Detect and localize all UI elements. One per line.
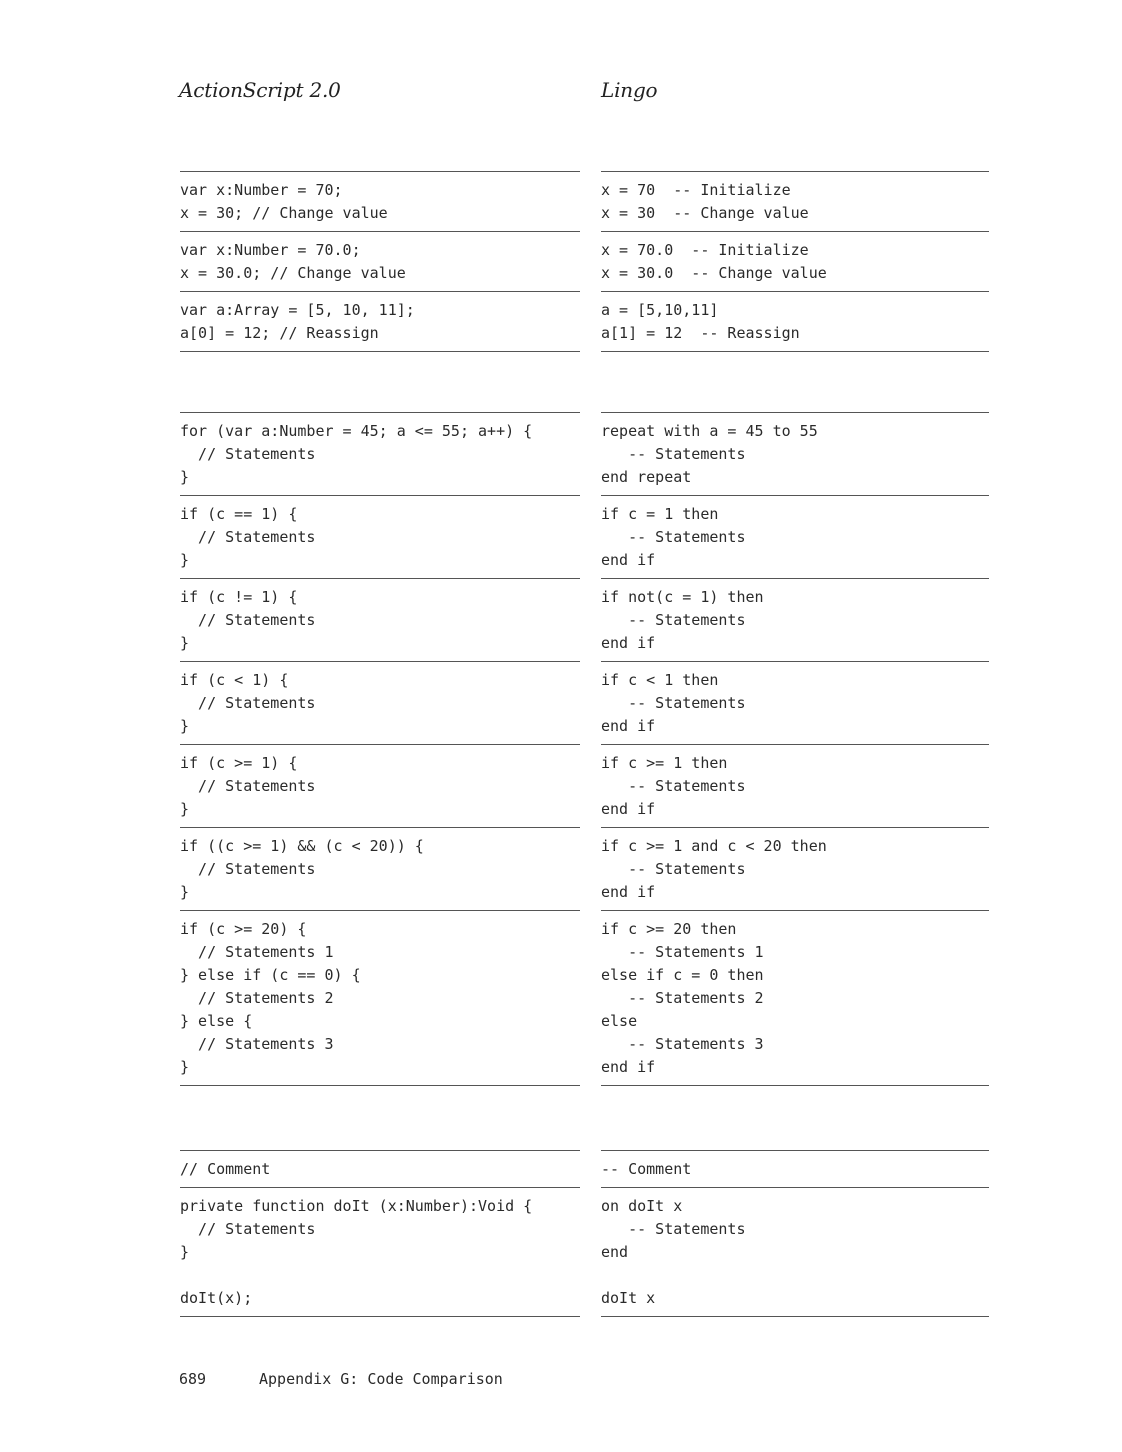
lingo-code-cell	[601, 661, 989, 744]
actionscript-code-cell	[180, 661, 580, 744]
lingo-code-cell	[601, 412, 989, 495]
lingo-code-cell	[601, 1187, 989, 1317]
actionscript-code-cell	[180, 171, 580, 231]
code-line: if (c != 1) {	[180, 588, 298, 606]
code-line: // Statements 3	[180, 1035, 334, 1053]
code-line: -- Statements 1	[601, 943, 764, 961]
code-line: else if c = 0 then	[601, 966, 764, 984]
code-line: // Comment	[180, 1160, 271, 1178]
lingo-code-cell	[601, 171, 989, 231]
code-line: end if	[601, 634, 656, 652]
code-line: -- Statements 2	[601, 989, 764, 1007]
actionscript-code-cell	[180, 412, 580, 495]
code-line: if ((c >= 1) && (c < 20)) {	[180, 837, 424, 855]
code-line: else	[601, 1012, 638, 1030]
footer-title: Appendix G: Code Comparison	[259, 1370, 503, 1388]
code-line: if c = 1 then	[601, 505, 719, 523]
code-line: end if	[601, 883, 656, 901]
code-line: // Statements	[180, 860, 316, 878]
code-line: if (c == 1) {	[180, 505, 298, 523]
code-line: -- Statements	[601, 528, 746, 546]
code-line: }	[180, 468, 190, 486]
lingo-code-cell	[601, 231, 989, 291]
code-line: -- Statements 3	[601, 1035, 764, 1053]
code-line: -- Statements	[601, 860, 746, 878]
code-line: end repeat	[601, 468, 692, 486]
code-line: end if	[601, 717, 656, 735]
code-line: // Statements	[180, 445, 316, 463]
heading-lingo: Lingo	[601, 78, 658, 102]
code-line: // Statements 2	[180, 989, 334, 1007]
actionscript-code-cell	[180, 291, 580, 352]
actionscript-column	[180, 1150, 580, 1317]
code-line: var x:Number = 70.0;	[180, 241, 361, 259]
actionscript-column	[180, 412, 580, 1086]
code-line: if (c >= 1) {	[180, 754, 298, 772]
code-line: }	[180, 883, 190, 901]
code-line: // Statements	[180, 528, 316, 546]
code-line: x = 30; // Change value	[180, 204, 388, 222]
code-line: x = 70.0 -- Initialize	[601, 241, 809, 259]
code-line: }	[180, 634, 190, 652]
code-line: for (var a:Number = 45; a <= 55; a++) {	[180, 422, 533, 440]
actionscript-code-cell	[180, 744, 580, 827]
actionscript-column	[180, 171, 580, 352]
lingo-code-cell	[601, 910, 989, 1086]
lingo-code-cell	[601, 827, 989, 910]
code-line: doIt(x);	[180, 1289, 253, 1307]
code-line: -- Statements	[601, 611, 746, 629]
code-line: -- Statements	[601, 445, 746, 463]
page-footer	[179, 1370, 503, 1388]
actionscript-code-cell	[180, 231, 580, 291]
code-line: end	[601, 1243, 629, 1261]
lingo-column	[601, 171, 989, 352]
lingo-code-cell	[601, 495, 989, 578]
code-line: if c >= 1 then	[601, 754, 728, 772]
code-line: if c >= 20 then	[601, 920, 737, 938]
code-line: a[0] = 12; // Reassign	[180, 324, 379, 342]
code-line: x = 30 -- Change value	[601, 204, 809, 222]
code-line: doIt x	[601, 1289, 656, 1307]
code-line: if (c < 1) {	[180, 671, 289, 689]
code-line: var a:Array = [5, 10, 11];	[180, 301, 415, 319]
code-line: // Statements	[180, 777, 316, 795]
code-line	[601, 1264, 989, 1287]
code-line: }	[180, 800, 190, 818]
actionscript-code-cell	[180, 827, 580, 910]
actionscript-code-cell	[180, 495, 580, 578]
lingo-column	[601, 1150, 989, 1317]
code-line: // Statements	[180, 611, 316, 629]
code-line: end if	[601, 800, 656, 818]
actionscript-code-cell	[180, 1187, 580, 1317]
code-line: end if	[601, 551, 656, 569]
lingo-code-cell	[601, 744, 989, 827]
code-line: private function doIt (x:Number):Void {	[180, 1197, 533, 1215]
code-line	[180, 1264, 580, 1287]
code-line: if not(c = 1) then	[601, 588, 764, 606]
actionscript-code-cell	[180, 910, 580, 1086]
code-line: x = 70 -- Initialize	[601, 181, 791, 199]
code-line: a = [5,10,11]	[601, 301, 719, 319]
code-line: a[1] = 12 -- Reassign	[601, 324, 800, 342]
code-line: x = 30.0 -- Change value	[601, 264, 827, 282]
code-line: if c < 1 then	[601, 671, 719, 689]
code-line: -- Statements	[601, 694, 746, 712]
lingo-code-cell	[601, 291, 989, 352]
actionscript-code-cell	[180, 1150, 580, 1187]
code-line: x = 30.0; // Change value	[180, 264, 406, 282]
code-line: // Statements 1	[180, 943, 334, 961]
code-line: -- Statements	[601, 777, 746, 795]
code-line: } else {	[180, 1012, 253, 1030]
code-line: }	[180, 551, 190, 569]
actionscript-code-cell	[180, 578, 580, 661]
code-line: var x:Number = 70;	[180, 181, 343, 199]
code-line: // Statements	[180, 694, 316, 712]
lingo-code-cell	[601, 1150, 989, 1187]
code-line: }	[180, 1058, 190, 1076]
code-line: // Statements	[180, 1220, 316, 1238]
code-line: } else if (c == 0) {	[180, 966, 361, 984]
code-line: }	[180, 1243, 190, 1261]
code-line: }	[180, 717, 190, 735]
code-line: if (c >= 20) {	[180, 920, 307, 938]
code-line: if c >= 1 and c < 20 then	[601, 837, 827, 855]
lingo-column	[601, 412, 989, 1086]
heading-actionscript: ActionScript 2.0	[179, 78, 341, 102]
code-line: repeat with a = 45 to 55	[601, 422, 818, 440]
code-line: -- Comment	[601, 1160, 692, 1178]
lingo-code-cell	[601, 578, 989, 661]
code-line: -- Statements	[601, 1220, 746, 1238]
code-line: on doIt x	[601, 1197, 683, 1215]
code-line: end if	[601, 1058, 656, 1076]
page-number: 689	[179, 1370, 207, 1388]
